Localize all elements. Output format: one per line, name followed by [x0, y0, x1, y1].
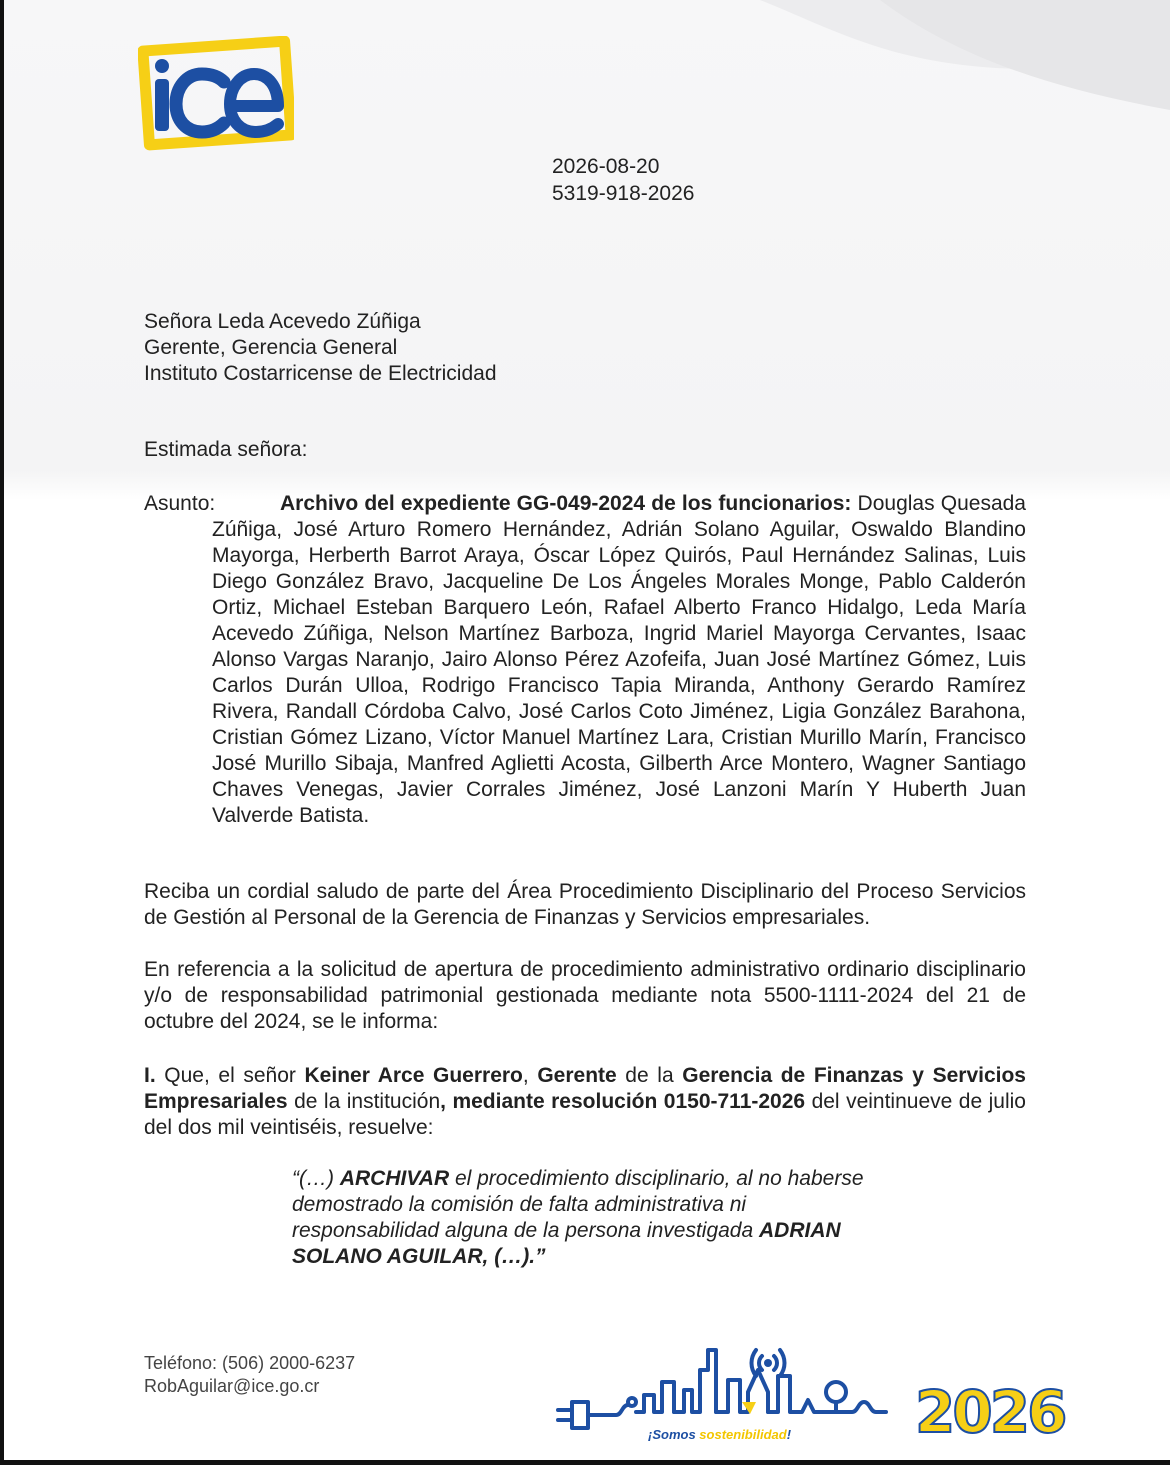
addressee-institution: Instituto Costarricense de Electricidad	[144, 362, 497, 385]
text-fragment: ,	[522, 1064, 538, 1087]
campaign-year: 2026	[915, 1378, 1065, 1446]
contact-info	[144, 1352, 355, 1398]
ice-logo	[138, 36, 294, 152]
sustainability-city-banner	[552, 1340, 912, 1430]
text-fragment: de la	[616, 1064, 683, 1087]
slogan-part2: !	[786, 1427, 792, 1442]
text-fragment: Que, el señor	[155, 1064, 305, 1087]
paragraph-greeting: Reciba un cordial saludo de parte del Área Procedimiento Disciplinario del Proceso Servicios de Gestión al Personal de la Gerencia de Finanzas y Servicios empresariales.	[144, 880, 1026, 929]
numeral: I.	[144, 1064, 156, 1087]
subject-label: Asunto:	[144, 492, 216, 515]
frame-left-edge	[0, 0, 4, 1465]
text-fragment: de la institución	[287, 1090, 441, 1113]
contact-phone: Teléfono: (506) 2000-6237	[144, 1353, 356, 1373]
manager-title: Gerente	[537, 1064, 617, 1087]
subject-body	[212, 491, 1026, 829]
letter-date: 2026-08-20	[552, 155, 660, 178]
manager-name: Keiner Arce Guerrero	[304, 1064, 523, 1087]
management-unit: Gerencia de Finanzas y Servicios Empresariales	[144, 1064, 1026, 1113]
contact-email[interactable]: RobAguilar@ice.go.cr	[144, 1376, 320, 1396]
frame-bottom-edge	[0, 1460, 1170, 1465]
subject-title: Archivo del expediente GG-049-2024 de los funcionarios:	[280, 492, 852, 515]
letter-reference: 5319-918-2026	[552, 182, 695, 205]
paragraph-resolution	[144, 1063, 1026, 1141]
resolution-quote	[292, 1166, 892, 1270]
quote-archive-keyword: ARCHIVAR	[339, 1167, 450, 1190]
addressee-block	[144, 309, 497, 387]
paragraph-reference: En referencia a la solicitud de apertura de procedimiento administrativo ordinario disciplinario y/o de responsabilidad patrimonial gestionada mediante nota 5500-1111-2024 del 21 de octubre del 2024, se le informa:	[144, 958, 1026, 1033]
letter-meta	[552, 153, 694, 207]
greeting: Estimada señora:	[144, 438, 308, 461]
quote-person: ADRIAN SOLANO AGUILAR, (…).”	[292, 1219, 841, 1268]
addressee-position: Gerente, Gerencia General	[144, 336, 398, 359]
slogan-part1: ¡Somos	[648, 1427, 700, 1442]
quote-text: el procedimiento disciplinario, al no haberse demostrado la comisión de falta administrativa ni responsabilidad alguna de la persona investigada	[292, 1167, 864, 1242]
slogan-highlight: sostenibilidad	[699, 1427, 787, 1442]
slogan	[648, 1427, 791, 1442]
subject-names: Douglas Quesada Zúñiga, José Arturo Romero Hernández, Adrián Solano Aguilar, Oswaldo Blandino Mayorga, Herberth Barrot Araya, Óscar López Quirós, Paul Hernández Salinas, Luis Diego González Bravo, Jacqueline De Los Ángeles Morales Monge, Pablo Calderón Ortiz, Michael Esteban Barquero León, Rafael Alberto Franco Hidalgo, Leda María Acevedo Zúñiga, Nelson Martínez Barboza, Ingrid Mariel Mayorga Cervantes, Isaac Alonso Vargas Naranjo, Jairo Alonso Pérez Azofeifa, Juan José Martínez Gómez, Luis Carlos Durán Ulloa, Rodrigo Francisco Tapia Miranda, Anthony Gerardo Ramírez Rivera, Randall Córdoba Calvo, José Carlos Coto Jiménez, Ligia González Barahona, Cristian Gómez Lizano, Víctor Manuel Martínez Lara, Cristian Murillo Marín, Francisco José Murillo Sibaja, Manfred Aglietti Acosta, Gilberth Arce Montero, Wagner Santiago Chaves Venegas, Javier Corrales Jiménez, José Lanzoni Marín Y Huberth Juan Valverde Batista.	[212, 492, 1026, 827]
quote-open: “(…)	[292, 1167, 340, 1190]
resolution-number: , mediante resolución 0150-711-2026	[440, 1090, 806, 1113]
text-fragment: del veintinueve de julio del dos mil veintiséis, resuelve:	[144, 1090, 1026, 1139]
addressee-name: Señora Leda Acevedo Zúñiga	[144, 310, 421, 333]
